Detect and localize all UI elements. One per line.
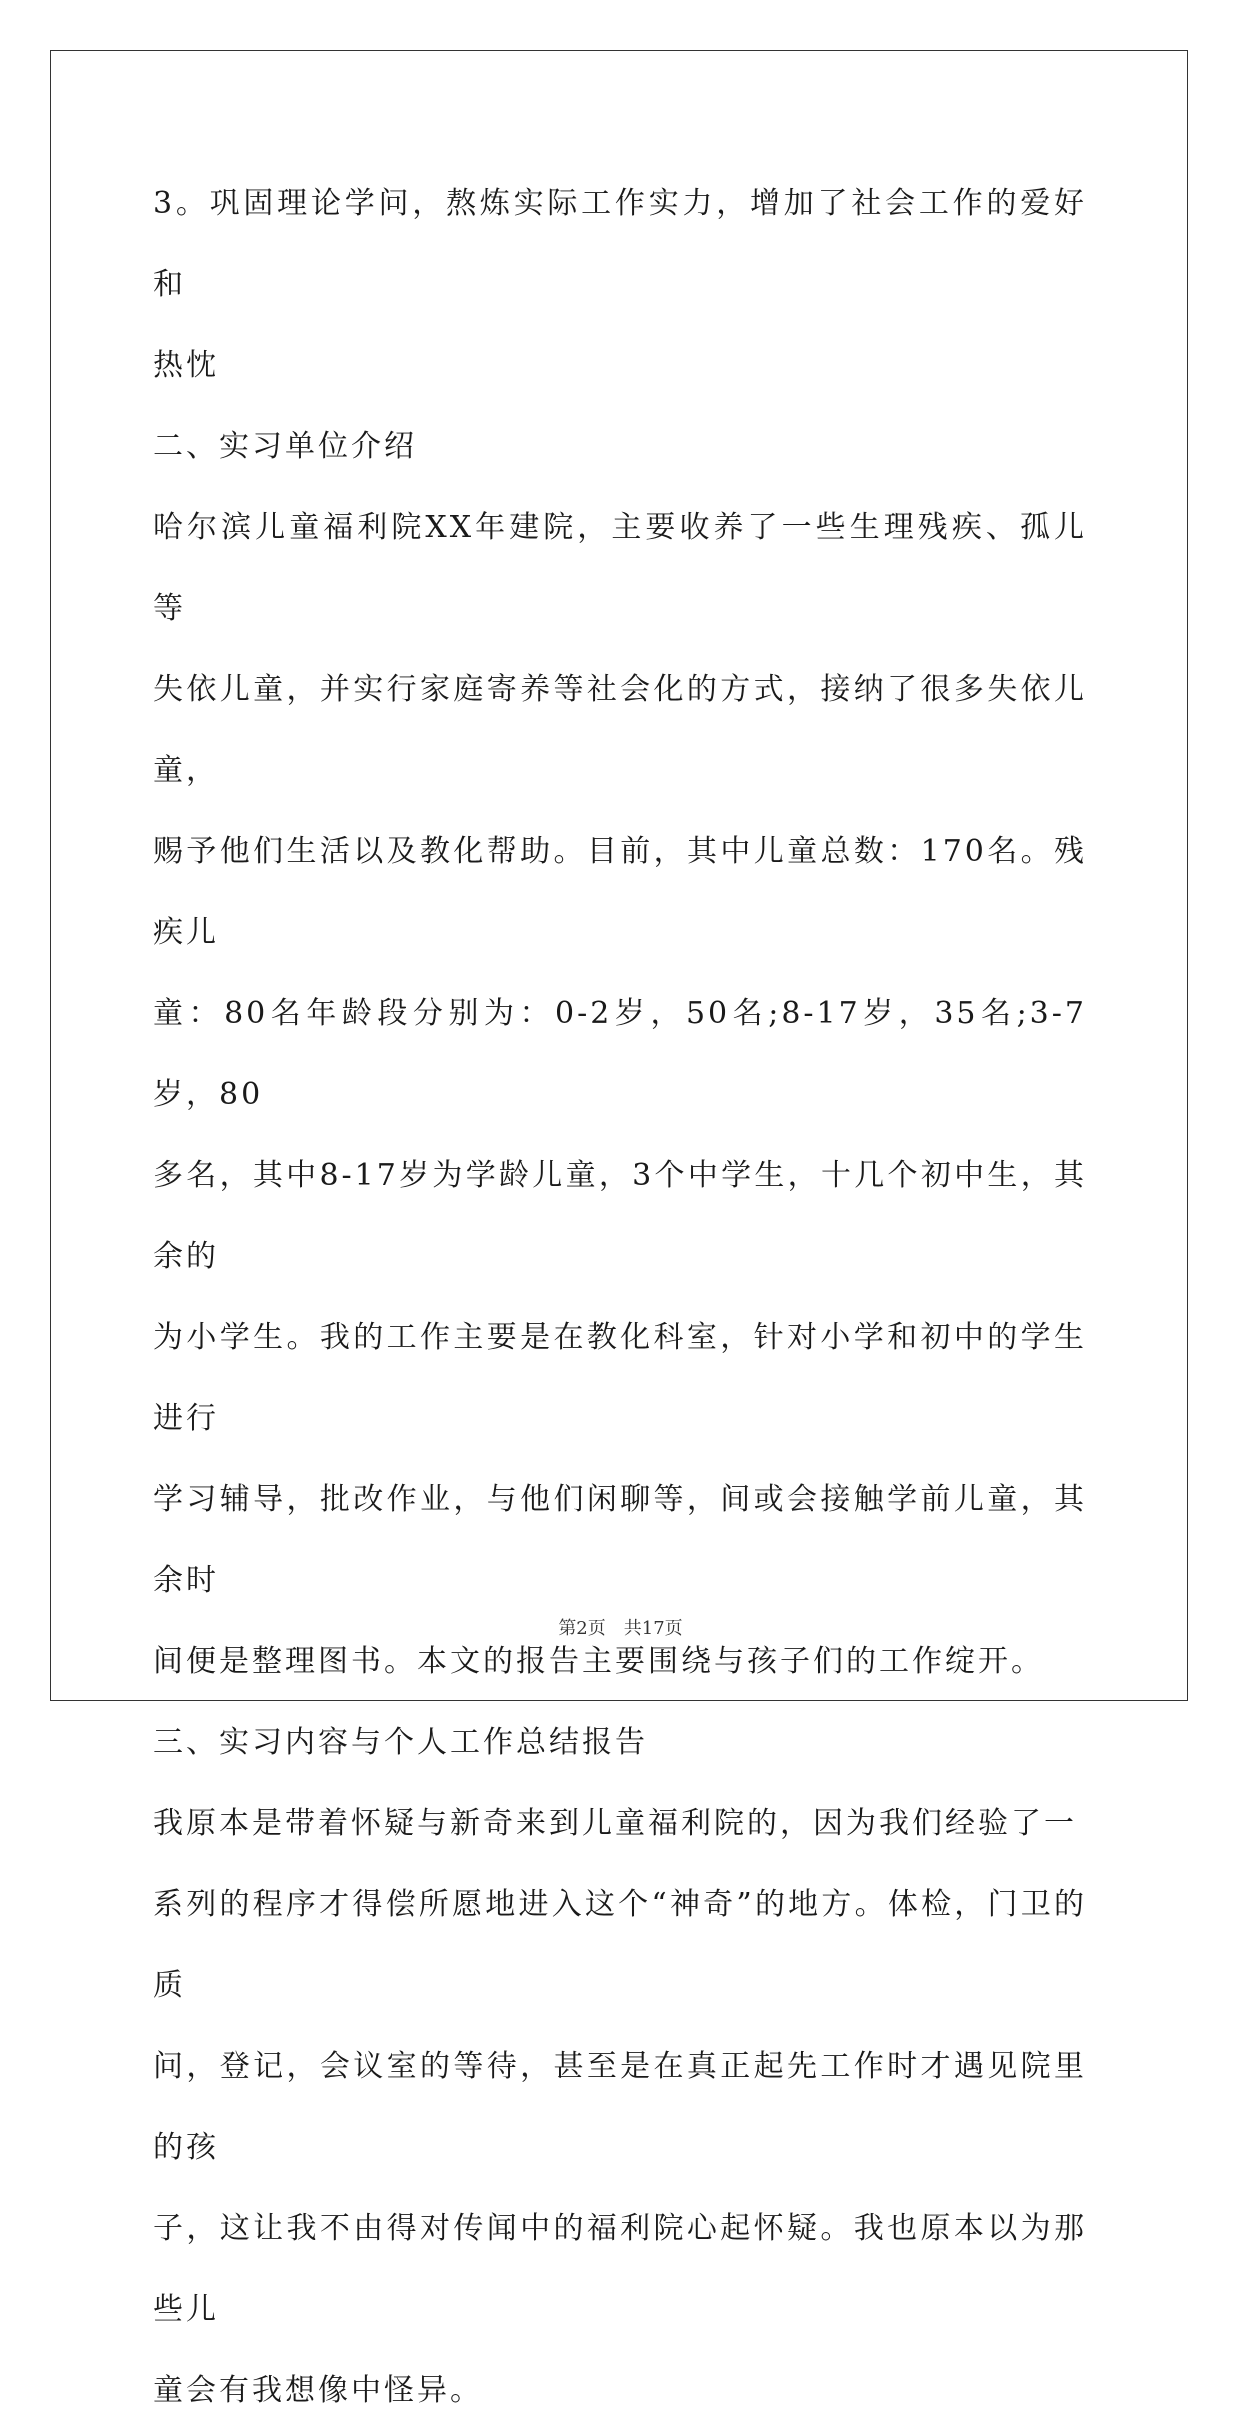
text-line: 童：80名年龄段分别为：0-2岁，50名;8-17岁，35名;3-7岁，80 bbox=[153, 996, 1087, 1112]
text-line: 赐予他们生活以及教化帮助。目前，其中儿童总数：170名。残疾儿 bbox=[153, 834, 1087, 950]
section-heading: 二、实习单位介绍 bbox=[153, 429, 417, 464]
text-line: 间便是整理图书。本文的报告主要围绕与孩子们的工作绽开。 bbox=[153, 1644, 1044, 1679]
text-line: 童会有我想像中怪异。 bbox=[153, 2373, 483, 2408]
text-line: 失依儿童，并实行家庭寄养等社会化的方式，接纳了很多失依儿童， bbox=[153, 672, 1087, 788]
page-footer bbox=[0, 1614, 1241, 1640]
text-line: 为小学生。我的工作主要是在教化科室，针对小学和初中的学生进行 bbox=[153, 1320, 1087, 1436]
text-line: 多名，其中8-17岁为学龄儿童，3个中学生，十几个初中生，其余的 bbox=[153, 1158, 1087, 1274]
text-line: 3。巩固理论学问，熬炼实际工作实力，增加了社会工作的爱好和 bbox=[153, 186, 1087, 302]
document-body bbox=[153, 163, 1087, 2431]
text-line: 学习辅导，批改作业，与他们闲聊等，间或会接触学前儿童，其余时 bbox=[153, 1482, 1087, 1598]
section-heading-unit-intro bbox=[153, 406, 1087, 487]
text-line: 我原本是带着怀疑与新奇来到儿童福利院的，因为我们经验了一 bbox=[153, 1806, 1077, 1841]
text-line: 系列的程序才得偿所愿地进入这个“神奇”的地方。体检，门卫的质 bbox=[153, 1887, 1087, 2003]
text-line: 热忱 bbox=[153, 348, 219, 383]
text-line: 哈尔滨儿童福利院XX年建院，主要收养了一些生理残疾、孤儿等 bbox=[153, 510, 1087, 626]
paragraph-consolidate-theory bbox=[153, 163, 1087, 406]
page-number: 第2页 bbox=[558, 1618, 606, 1639]
section-heading: 三、实习内容与个人工作总结报告 bbox=[153, 1725, 648, 1760]
section-heading-content-summary bbox=[153, 1702, 1087, 1783]
paragraph-unit-intro bbox=[153, 487, 1087, 1702]
paragraph-content-summary bbox=[153, 1783, 1087, 2431]
total-pages: 共17页 bbox=[623, 1618, 683, 1639]
text-line: 子，这让我不由得对传闻中的福利院心起怀疑。我也原本以为那些儿 bbox=[153, 2211, 1087, 2327]
text-line: 问，登记，会议室的等待，甚至是在真正起先工作时才遇见院里的孩 bbox=[153, 2049, 1087, 2165]
